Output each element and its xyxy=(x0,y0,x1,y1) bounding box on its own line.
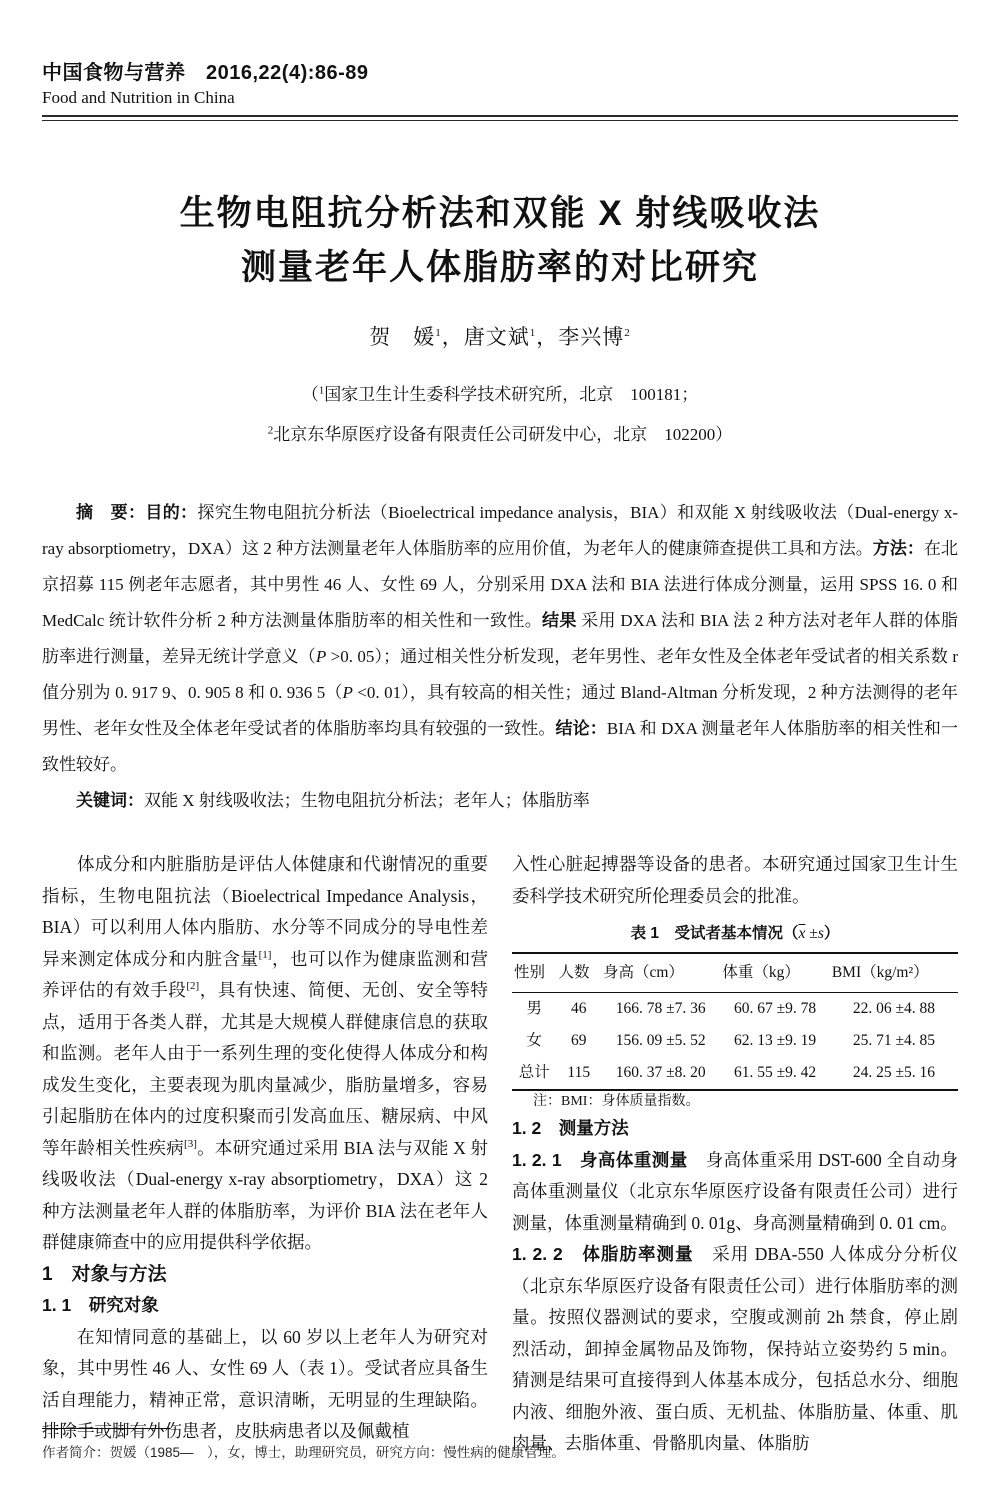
article-title-line2: 测量老年人体脂肪率的对比研究 xyxy=(240,248,759,287)
table-cell: 总计 xyxy=(518,1064,550,1081)
table1-note: 注：BMI：身体质量指数。 xyxy=(533,1094,700,1109)
text-segment: 结论： xyxy=(555,719,607,738)
text-segment: 2 xyxy=(624,327,631,339)
text-segment: 体成分和内脏脂肪是评估人体健康和代谢情况的重要指标，生物电阻抗法（Bioelectrical Impedance Analysis，BIA）可以利用人体内脂肪、水分等不同成分的导电性差异来测定体成分和内脏含量 xyxy=(42,854,488,969)
affiliations xyxy=(42,375,958,455)
article-title xyxy=(42,187,958,295)
table-cell: 22. 06 ±4. 88 xyxy=(852,1000,935,1017)
page-footer xyxy=(42,1428,958,1461)
table-header-cell: BMI（kg/m²） xyxy=(830,953,958,993)
affiliation-line2 xyxy=(42,415,958,455)
table1-head xyxy=(512,953,958,993)
text-segment: ，具有快速、简便、无创、安全等特点，适用于各类人群，尤其是大规模人群健康信息的获取和监测。老年人由于一系列生理的变化使得人体成分和构成发生变化，主要表现为肌肉量减少，脂肪量增多，容易引起脂肪在体内的过度积聚而引发高血压、糖尿病、中风等年龄相关性疾病 xyxy=(42,980,488,1158)
keywords-line xyxy=(42,783,958,819)
text-segment: 1. 2. 2 体脂肪率测量 xyxy=(512,1244,694,1264)
table-row xyxy=(512,993,958,1026)
right-column xyxy=(512,849,958,1460)
text-segment: [2] xyxy=(186,980,200,993)
table-cell: 166. 78 ±7. 36 xyxy=(615,1000,706,1017)
affiliation-line1 xyxy=(42,375,958,415)
subjects-paragraph-continued: 入性心脏起搏器等设备的患者。本研究通过国家卫生计生委科学技术研究所伦理委员会的批准。 xyxy=(512,854,958,906)
method-paragraph-122 xyxy=(512,1239,958,1460)
table1-header-row xyxy=(512,953,958,993)
table-header-cell: 人数 xyxy=(557,953,602,993)
table-cell: 160. 37 ±8. 20 xyxy=(615,1064,706,1081)
header-double-rule xyxy=(42,115,958,121)
table-header-cell: 性别 xyxy=(512,953,557,993)
text-segment: 目的： xyxy=(145,503,198,522)
text-segment: P xyxy=(315,647,327,666)
left-column xyxy=(42,849,488,1460)
text-segment: 关键词： xyxy=(76,791,144,810)
text-segment: >0. 05）；通过相关性分析发现，老年男性、老年女性及全体老年受试者的相关系数 r 值分别为 0. 917 9、0. 905 8 和 0. 936 5（ xyxy=(42,647,959,702)
table1-caption xyxy=(512,922,958,946)
text-segment: 方法： xyxy=(872,539,924,558)
text-segment: ，李兴博 xyxy=(536,325,625,349)
text-segment: 双能 X 射线吸收法；生物电阻抗分析法；老年人；体脂肪率 xyxy=(144,791,590,810)
table1 xyxy=(512,952,958,1091)
table-cell: 62. 13 ±9. 19 xyxy=(734,1032,817,1049)
text-segment: ，也可以作为健康监测和营养评估的有效手段 xyxy=(42,948,489,1000)
text-segment: （ xyxy=(301,385,319,404)
text-segment: ） xyxy=(823,925,840,942)
footnote-rule xyxy=(42,1428,170,1429)
table-row xyxy=(512,1057,958,1090)
text-segment: ，唐文斌 xyxy=(441,325,530,349)
author-bio: 作者简介：贺媛（1985— ），女，博士，助理研究员，研究方向：慢性病的健康管理。 xyxy=(42,1445,565,1460)
table1-body xyxy=(512,993,958,1091)
text-segment: [3] xyxy=(184,1137,197,1150)
text-segment: 采用 DBA-550 人体成分分析仪（北京东华原医疗设备有限责任公司）进行体脂肪率的测量。按照仪器测试的要求，空腹或测前 2h 禁食，停止剧烈活动，卸掉金属物品及饰物，保持站立姿势约 5 min。猜测是结果可直接得到人体基本成分，包括总水分、细胞内液、细胞外液、蛋白质、无机盐、体脂肪量、体重、肌肉量、去脂体重、骨骼肌肉量、体脂肪 xyxy=(512,1244,958,1453)
table-header-cell: 身高（cm） xyxy=(601,953,720,993)
text-segment: 1 xyxy=(435,327,442,339)
method-paragraph-121 xyxy=(512,1145,958,1240)
table-cell: 25. 71 ±4. 85 xyxy=(852,1032,935,1049)
abstract-paragraph xyxy=(42,495,958,783)
text-segment: 1 xyxy=(529,327,537,339)
text-segment: 采用 DXA 法和 BIA 法 2 种方法对老年人群的体脂肪率进行测量，差异无统计学意义（ xyxy=(42,611,958,666)
table-cell: 115 xyxy=(567,1064,591,1081)
table-cell: 156. 09 ±5. 52 xyxy=(615,1032,706,1049)
text-segment: P xyxy=(342,683,353,702)
article-title-line1: 生物电阻抗分析法和双能 X 射线吸收法 xyxy=(179,194,821,233)
author-line xyxy=(42,321,958,351)
text-segment: <0. 01），具有较高的相关性；通过 Bland-Altman 分析发现，2 种方法测得的老年男性、老年女性及全体老年受试者的体脂肪率均具有较强的一致性。 xyxy=(42,683,958,738)
text-segment: 摘 要： xyxy=(76,503,146,522)
text-segment: 。本研究通过采用 BIA 法与双能 X 射线吸收法（Dual-energy x-ray absorptiometry，DXA）这 2 种方法测量老年人群的体脂肪率，为评价 BIA 法在老年人群健康筛查中的应用提供科学依据。 xyxy=(42,1137,489,1252)
text-segment: $\overline{x}$ xyxy=(798,925,806,942)
text-segment: 探究生物电阻抗分析法（Bioelectrical impedance analysis，BIA）和双能 X 射线吸收法（Dual-energy x-ray absorptiometry，DXA）这 2 种方法测量老年人体脂肪率的应用价值，为老年人的健康筛查提供工具和方法。 xyxy=(42,503,959,558)
text-segment: 身高体重采用 DST-600 全自动身高体重测量仪（北京东华原医疗设备有限责任公司）进行测量，体重测量精确到 0. 01g、身高测量精确到 0. 01 cm。 xyxy=(512,1149,959,1233)
abstract-block xyxy=(42,495,958,819)
table-cell: 男 xyxy=(526,1000,542,1017)
journal-title-cn: 中国食物与营养 2016,22(4):86-89 xyxy=(42,62,369,84)
text-segment: 北京东华原医疗设备有限责任公司研发中心，北京 102200） xyxy=(273,425,733,444)
table-cell: 46 xyxy=(571,1000,587,1017)
text-segment: 1 xyxy=(318,384,325,397)
text-segment: s xyxy=(817,925,824,942)
section-heading-1: 1 对象与方法 xyxy=(42,1263,167,1285)
intro-paragraph xyxy=(42,849,488,1259)
journal-header xyxy=(42,0,958,121)
journal-title-en: Food and Nutrition in China xyxy=(42,88,235,107)
text-segment: 表 1 受试者基本情况（ xyxy=(630,925,799,942)
subsection-heading-1-2: 1. 2 测量方法 xyxy=(512,1118,629,1138)
subsection-heading-1-1: 1. 1 研究对象 xyxy=(42,1295,159,1315)
text-segment: 国家卫生计生委科学技术研究所，北京 100181； xyxy=(324,385,699,404)
text-segment: 1. 2. 1 身高体重测量 xyxy=(512,1149,688,1170)
text-segment: BIA 和 DXA 测量老年人体脂肪率的相关性和一致性较好。 xyxy=(42,719,959,774)
text-segment: 贺 媛 xyxy=(369,325,436,349)
text-segment: [1] xyxy=(258,948,272,961)
table-header-cell: 体重（kg） xyxy=(720,953,829,993)
table-cell: 女 xyxy=(526,1032,542,1049)
table-cell: 60. 67 ±9. 78 xyxy=(734,1000,817,1017)
body-columns xyxy=(42,849,958,1460)
table-cell: 61. 55 ±9. 42 xyxy=(734,1064,817,1081)
table-row xyxy=(512,1025,958,1057)
text-segment: 在北京招募 115 例老年志愿者，其中男性 46 人、女性 69 人，分别采用 DXA 法和 BIA 法进行体成分测量，运用 SPSS 16. 0 和 MedCalc 统计软件分析 2 种方法测量体脂肪率的相关性和一致性。 xyxy=(42,539,959,630)
text-segment: ± xyxy=(805,925,818,942)
table-cell: 69 xyxy=(571,1032,587,1049)
table-cell: 24. 25 ±5. 16 xyxy=(852,1064,935,1081)
text-segment: 结果 xyxy=(542,611,577,630)
subjects-paragraph: 在知情同意的基础上，以 60 岁以上老年人为研究对象，其中男性 46 人、女性 69 人（表 1）。受试者应具备生活自理能力，精神正常，意识清晰，无明显的生理缺陷。排除手或脚有外伤患者，皮肤病患者以及佩戴植 xyxy=(42,1326,488,1441)
text-segment: 2 xyxy=(267,424,274,437)
